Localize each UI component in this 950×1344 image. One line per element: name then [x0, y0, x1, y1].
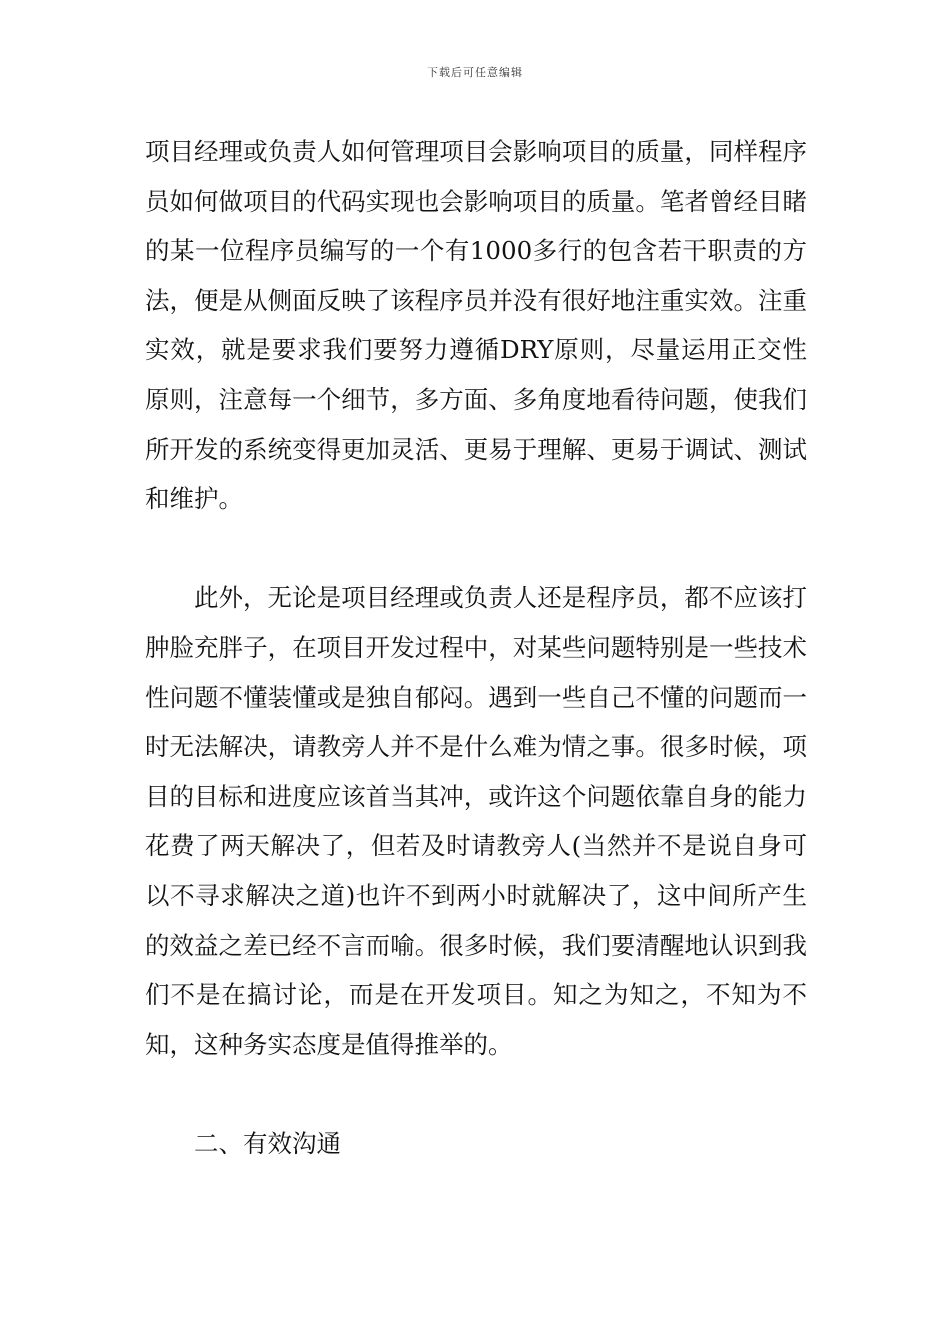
paragraph-spacer: [145, 524, 807, 574]
page-header: 下载后可任意编辑: [427, 66, 523, 79]
paragraph-spacer: [145, 1069, 807, 1119]
paragraph-2: 此外，无论是项目经理或负责人还是程序员，都不应该打肿脸充胖子，在项目开发过程中，对某些问题特别是一些技术性问题不懂装懂或是独自郁闷。遇到一些自己不懂的问题而一时无法解决，请教旁人并不是什么难为情之事。很多时候，项目的目标和进度应该首当其冲，或许这个问题依靠自身的能力花费了两天解决了，但若及时请教旁人(当然并不是说自身可以不寻求解决之道)也许不到两小时就解决了，这中间所产生的效益之差已经不言而喻。很多时候，我们要清醒地认识到我们不是在搞讨论，而是在开发项目。知之为知之，不知为不知，这种务实态度是值得推举的。: [145, 583, 807, 1059]
document-body: [145, 127, 807, 1168]
section-heading: 二、有效沟通: [194, 1128, 341, 1158]
paragraph-1: 项目经理或负责人如何管理项目会影响项目的质量，同样程序员如何做项目的代码实现也会影响项目的质量。笔者曾经目睹的某一位程序员编写的一个有1000多行的包含若干职责的方法，便是从侧面反映了该程序员并没有很好地注重实效。注重实效，就是要求我们要努力遵循DRY原则，尽量运用正交性原则，注意每一个细节，多方面、多角度地看待问题，使我们所开发的系统变得更加灵活、更易于理解、更易于调试、测试和维护。: [145, 137, 807, 514]
